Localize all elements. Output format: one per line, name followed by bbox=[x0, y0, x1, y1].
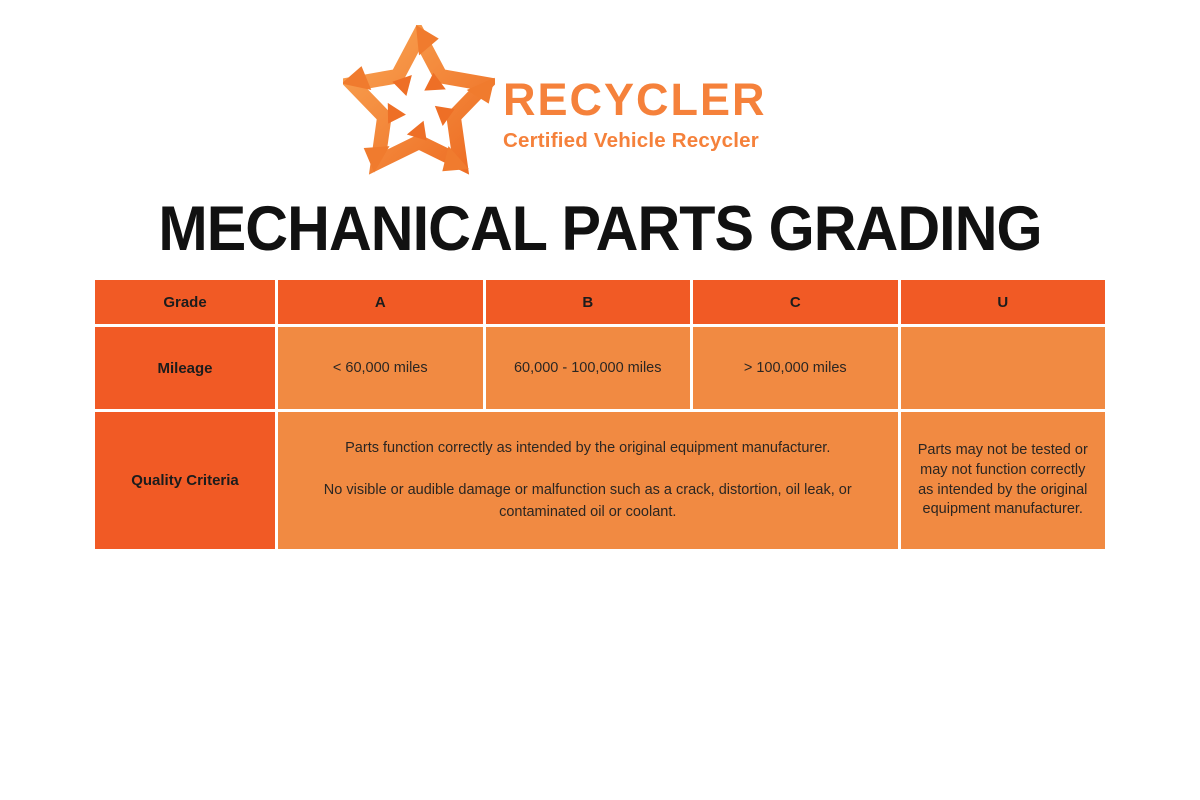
page-title: MECHANICAL PARTS GRADING bbox=[158, 194, 1042, 264]
quality-abc-line1: Parts function correctly as intended by the original equipment manufacturer. bbox=[345, 440, 831, 457]
empty-footer-area bbox=[0, 550, 1200, 800]
row-label-quality-criteria: Quality Criteria bbox=[95, 412, 275, 549]
header-grade: Grade bbox=[95, 280, 275, 324]
logo-text-block bbox=[503, 74, 767, 153]
quality-criteria-abc bbox=[278, 412, 898, 549]
mileage-grade-b: 60,000 - 100,000 miles bbox=[486, 327, 691, 409]
grading-table bbox=[95, 280, 1105, 549]
header-grade-c: C bbox=[693, 280, 898, 324]
mileage-grade-c: > 100,000 miles bbox=[693, 327, 898, 409]
header-grade-b: B bbox=[486, 280, 691, 324]
brand-name: RECYCLER bbox=[503, 74, 767, 125]
quality-abc-line2: No visible or audible damage or malfunction such as a crack, distortion, oil leak, or contaminated oil or coolant. bbox=[323, 482, 852, 520]
header-grade-a: A bbox=[278, 280, 483, 324]
recycling-star-icon bbox=[343, 25, 495, 177]
mileage-grade-u bbox=[901, 327, 1106, 409]
row-label-mileage: Mileage bbox=[95, 327, 275, 409]
recycler-logo bbox=[343, 25, 767, 177]
brand-tagline: Certified Vehicle Recycler bbox=[503, 129, 759, 152]
quality-criteria-u: Parts may not be tested or may not function correctly as intended by the original equipment manufacturer. bbox=[901, 412, 1106, 549]
mileage-grade-a: < 60,000 miles bbox=[278, 327, 483, 409]
header-grade-u: U bbox=[901, 280, 1106, 324]
